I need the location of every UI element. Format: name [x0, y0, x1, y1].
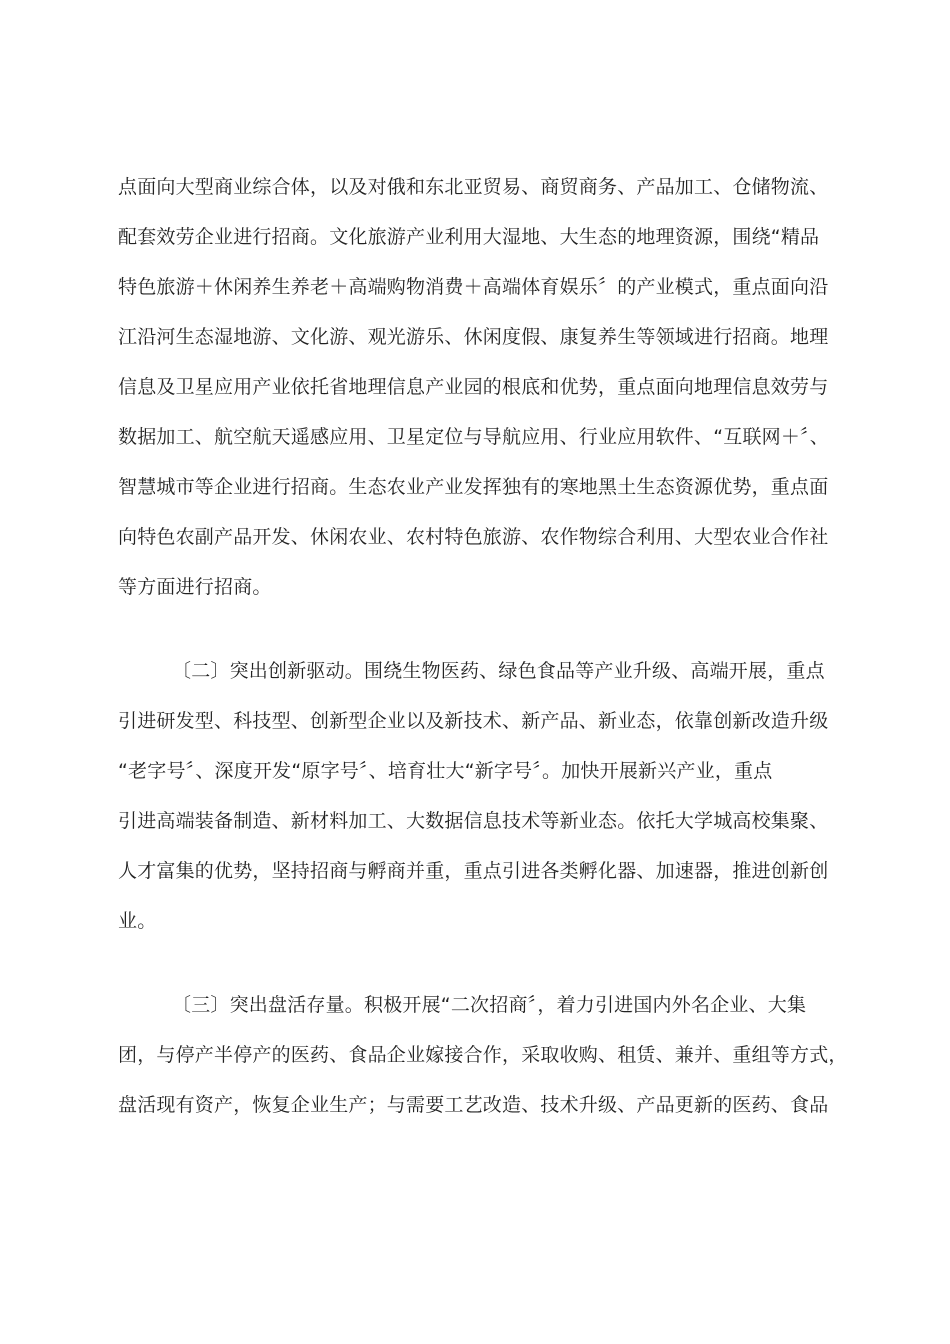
text-line: 团，与停产半停产的医药、食品企业嫁接合作，采取收购、租赁、兼并、重组等方式， — [118, 1044, 848, 1066]
text-line: “老字号〞、深度开发“原字号〞、培育壮大“新字号〞。加快开展新兴产业，重点 — [118, 760, 773, 782]
text-line: 〔三〕突出盘活存量。积极开展“二次招商〞，着力引进国内外名企业、大集 — [172, 994, 807, 1016]
text-line: 江沿河生态湿地游、文化游、观光游乐、休闲度假、康复养生等领域进行招商。地理 — [118, 326, 829, 348]
text-line: 引进高端装备制造、新材料加工、大数据信息技术等新业态。依托大学城高校集聚、 — [118, 810, 829, 832]
text-line: 信息及卫星应用产业依托省地理信息产业园的根底和优势，重点面向地理信息效劳与 — [118, 376, 829, 398]
text-line: 点面向大型商业综合体，以及对俄和东北亚贸易、商贸商务、产品加工、仓储物流、 — [118, 176, 829, 198]
text-line: 盘活现有资产，恢复企业生产；与需要工艺改造、技术升级、产品更新的医药、食品 — [118, 1094, 829, 1116]
text-line: 业。 — [118, 910, 157, 932]
text-line: 人才富集的优势，坚持招商与孵商并重，重点引进各类孵化器、加速器，推进创新创 — [118, 860, 829, 882]
text-line: 数据加工、航空航天遥感应用、卫星定位与导航应用、行业应用软件、“互联网＋〞、 — [118, 426, 829, 448]
text-line: 引进研发型、科技型、创新型企业以及新技术、新产品、新业态，依靠创新改造升级 — [118, 710, 829, 732]
text-line: 配套效劳企业进行招商。文化旅游产业利用大湿地、大生态的地理资源，围绕“精品 — [118, 226, 820, 248]
text-line: 向特色农副产品开发、休闲农业、农村特色旅游、农作物综合利用、大型农业合作社 — [118, 526, 829, 548]
text-line: 智慧城市等企业进行招商。生态农业产业发挥独有的寒地黑土生态资源优势，重点面 — [118, 476, 829, 498]
text-line: 等方面进行招商。 — [118, 576, 272, 598]
text-line: 〔二〕突出创新驱动。围绕生物医药、绿色食品等产业升级、高端开展，重点 — [172, 660, 825, 682]
text-line: 特色旅游＋休闲养生养老＋高端购物消费＋高端体育娱乐〞的产业模式，重点面向沿 — [118, 276, 829, 298]
